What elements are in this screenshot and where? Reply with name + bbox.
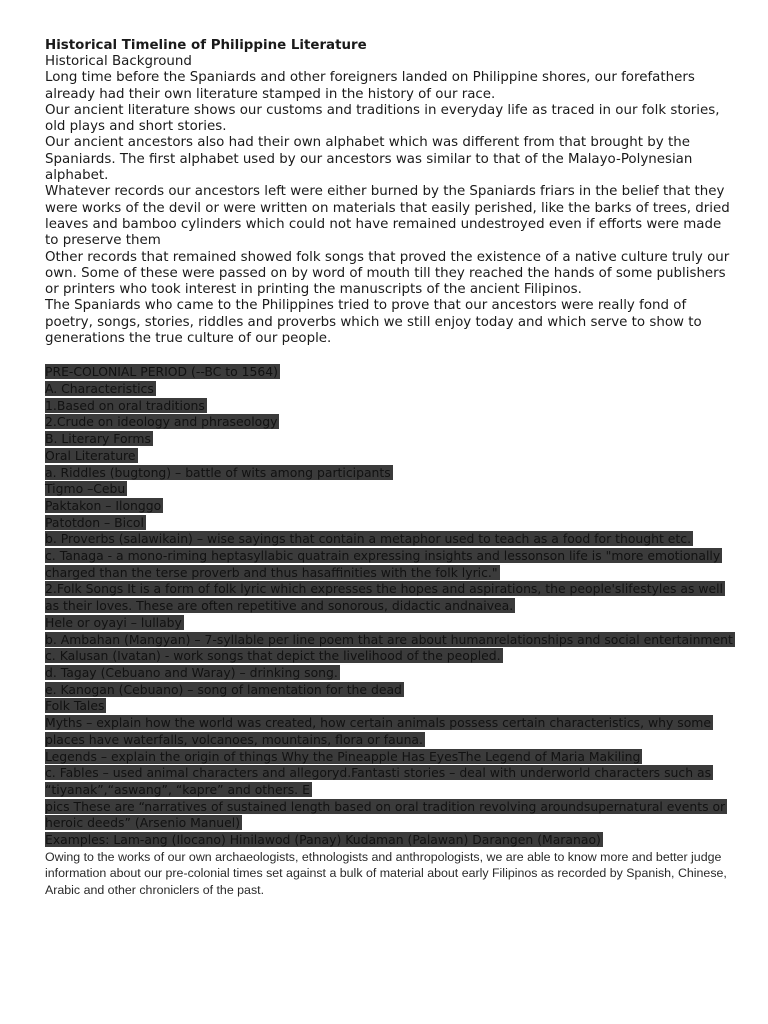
outline-line: c. Fables – used animal characters and allegoryd.Fantasti stories – deal with underworld characters such as “tiyanak”,“aswang”, “kapre” and others. E: [45, 765, 712, 797]
document-title: Historical Timeline of Philippine Literature: [45, 38, 367, 53]
intro-paragraph: Long time before the Spaniards and other foreigners landed on Philippine shores, our forefathers already had their own literature stamped in the history of our race.: [45, 70, 695, 102]
outline-line: B. Literary Forms: [45, 431, 151, 447]
intro-paragraph: Whatever records our ancestors left were either burned by the Spaniards friars in the belief that they were works of the devil or were written on materials that easily perished, like the barks of trees, dried leaves and bamboo cylinders which could not have remained undestroyed even if efforts were made to preserve them: [45, 184, 730, 249]
outline-line: a. Riddles (bugtong) – battle of wits among participants: [45, 464, 391, 480]
outline-line: Hele or oyayi – lullaby: [45, 614, 182, 630]
outline-line: c. Tanaga - a mono-riming heptasyllabic quatrain expressing insights and lessonson life is "more emotionally charged than the terse proverb and thus hasaffinities with the folk lyric.": [45, 548, 721, 580]
outline-line: 2.Crude on ideology and phraseology: [45, 414, 278, 430]
highlighted-outline: [45, 364, 735, 848]
outline-line: Myths – explain how the world was created, how certain animals possess certain characteristics, why some places have waterfalls, volcanoes, mountains, flora or fauna.: [45, 715, 711, 747]
outline-line: Tigmo –Cebu: [45, 481, 126, 497]
outline-line: Folk Tales: [45, 698, 105, 714]
outline-line: b. Proverbs (salawikain) – wise sayings that contain a metaphor used to teach as a food for thought etc.: [45, 531, 692, 547]
outline-line: Paktakon – Ilonggo: [45, 497, 162, 513]
closing-paragraph: Owing to the works of our own archaeologists, ethnologists and anthropologists, we are able to know more and better judge information about our pre-colonial times set against a bulk of material about early Filipinos as recorded by Spanish, Chinese, Arabic and other chroniclers of the past.: [45, 849, 727, 897]
intro-paragraph: Our ancient literature shows our customs and traditions in everyday life as traced in our folk stories, old plays and short stories.: [45, 102, 720, 135]
outline-line: Legends – explain the origin of things Why the Pineapple Has EyesThe Legend of Maria Makiling: [45, 748, 641, 764]
outline-line: pics These are “narratives of sustained length based on oral tradition revolving aroundsupernatural events or heroic deeds” (Arsenio Manuel): [45, 798, 726, 831]
outline-line: c. Kalusan (Ivatan) - work songs that depict the livelihood of the peopled.: [45, 648, 501, 664]
intro-paragraph: The Spaniards who came to the Philippines tried to prove that our ancestors were really fond of poetry, songs, stories, riddles and proverbs which we still enjoy today and which serve to show to generations the true culture of our people.: [45, 298, 702, 347]
section-heading: Historical Background: [45, 54, 192, 69]
outline-line: A. Characteristics: [45, 381, 154, 397]
intro-paragraph: Our ancient ancestors also had their own alphabet which was different from that brought by the Spaniards. The first alphabet used by our ancestors was similar to that of the Malayo-Polynesian alphabet.: [45, 135, 693, 184]
outline-line: 1.Based on oral traditions: [45, 397, 205, 413]
intro-paragraph: Other records that remained showed folk songs that proved the existence of a native culture truly our own. Some of these were passed on by word of mouth till they reached the hands of some publishers or printers who took interest in printing the manuscripts of the ancient Filipinos.: [45, 249, 730, 298]
outline-line: Patotdon – Bicol: [45, 514, 144, 530]
outline-line: e. Kanogan (Cebuano) – song of lamentation for the dead: [45, 681, 402, 697]
outline-line: Oral Literature: [45, 447, 136, 463]
outline-line: d. Tagay (Cebuano and Waray) – drinking song.: [45, 665, 338, 680]
period-heading: PRE-COLONIAL PERIOD (--BC to 1564): [45, 364, 278, 380]
document-body: [45, 38, 735, 898]
outline-line: 2.Folk Songs It is a form of folk lyric which expresses the hopes and aspirations, the people'slifestyles as well as their loves. These are often repetitive and sonorous, didactic andnaivea.: [45, 581, 723, 614]
outline-line: Examples: Lam-ang (Ilocano) Hinilawod (Panay) Kudaman (Palawan) Darangen (Maranao): [45, 832, 601, 848]
outline-line: b. Ambahan (Mangyan) – 7-syllable per line poem that are about humanrelationships and social entertainment: [45, 631, 733, 647]
